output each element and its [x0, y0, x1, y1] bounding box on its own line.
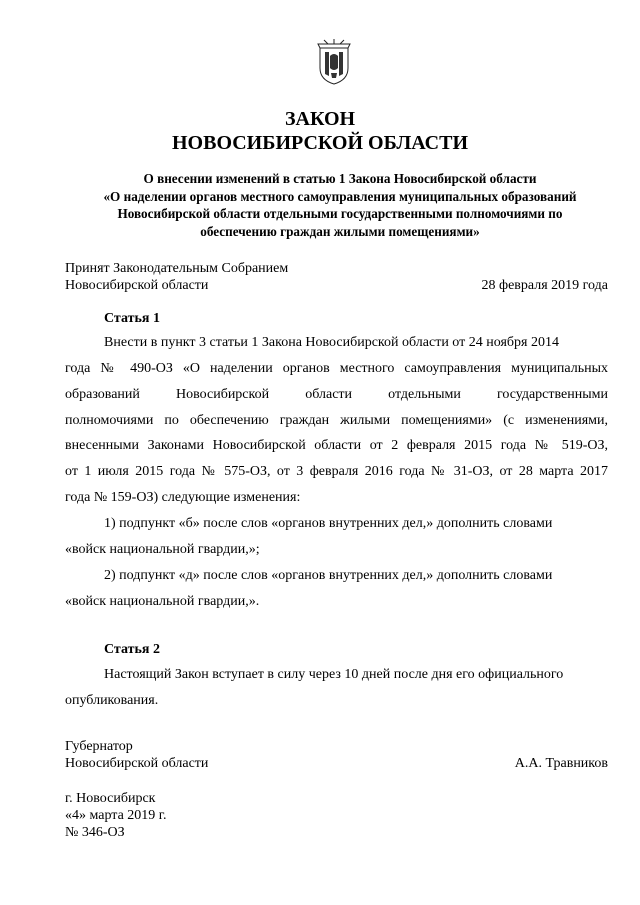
article1-line — [65, 412, 608, 429]
footer-city: г. Новосибирск — [65, 791, 156, 806]
article2-heading: Статья 2 — [104, 642, 160, 657]
article1-line-text: образований Новосибирской области отдельными государственными — [65, 387, 608, 402]
article2-line2: опубликования. — [65, 693, 159, 708]
subtitle-line: «О наделении органов местного самоуправления муниципальных образований — [103, 188, 577, 204]
law-subtitle — [60, 170, 620, 240]
article1-line — [65, 463, 608, 480]
signature-name: А.А. Травников — [514, 756, 608, 771]
footer-number: № 346-ОЗ — [65, 825, 125, 840]
signature-position2: Новосибирской области — [65, 756, 209, 771]
coat-of-arms-emblem — [314, 38, 354, 86]
article1-line — [65, 386, 608, 403]
adoption-line1: Принят Законодательным Собранием — [65, 261, 289, 276]
article1-heading: Статья 1 — [104, 311, 160, 326]
footer-date: «4» марта 2019 г. — [65, 808, 167, 823]
article1-item1-line2: «войск национальной гвардии,»; — [65, 542, 260, 557]
article1-line-text: полномочиями по обеспечению граждан жилыми помещениями» (с изменениями, — [65, 413, 608, 428]
subtitle-line: обеспечению граждан жилыми помещениями» — [200, 223, 480, 239]
document-title-line1: ЗАКОН — [284, 108, 356, 130]
adoption-date: 28 февраля 2019 года — [481, 278, 608, 293]
document-title-line2: НОВОСИБИРСКОЙ ОБЛАСТИ — [171, 132, 469, 154]
article1-line-text: внесенными Законами Новосибирской области от 2 февраля 2015 года № 519-ОЗ, — [65, 438, 608, 453]
article1-line: Внести в пункт 3 статьи 1 Закона Новосибирской области от 24 ноября 2014 — [104, 335, 559, 350]
article1-line: года № 159-ОЗ) следующие изменения: — [65, 490, 301, 505]
article2-line1: Настоящий Закон вступает в силу через 10 дней после дня его официального — [104, 667, 564, 682]
article1-item1-line1: 1) подпункт «б» после слов «органов внутренних дел,» дополнить словами — [104, 516, 553, 531]
article1-item2-line1: 2) подпункт «д» после слов «органов внутренних дел,» дополнить словами — [104, 568, 553, 583]
article1-line-text: года № 490-ОЗ «О наделении органов местного самоуправления муниципальных — [65, 361, 608, 376]
article1-item2-line2: «войск национальной гвардии,». — [65, 594, 260, 609]
adoption-line2: Новосибирской области — [65, 278, 209, 293]
article1-line — [65, 437, 608, 454]
article1-line — [65, 360, 608, 377]
signature-position1: Губернатор — [65, 739, 133, 754]
article1-line-text: от 1 июля 2015 года № 575-ОЗ, от 3 февраля 2016 года № 31-ОЗ, от 28 марта 2017 — [65, 464, 608, 479]
subtitle-line: Новосибирской области отдельными государственными полномочиями по — [117, 206, 563, 221]
subtitle-line: О внесении изменений в статью 1 Закона Новосибирской области — [143, 171, 537, 186]
